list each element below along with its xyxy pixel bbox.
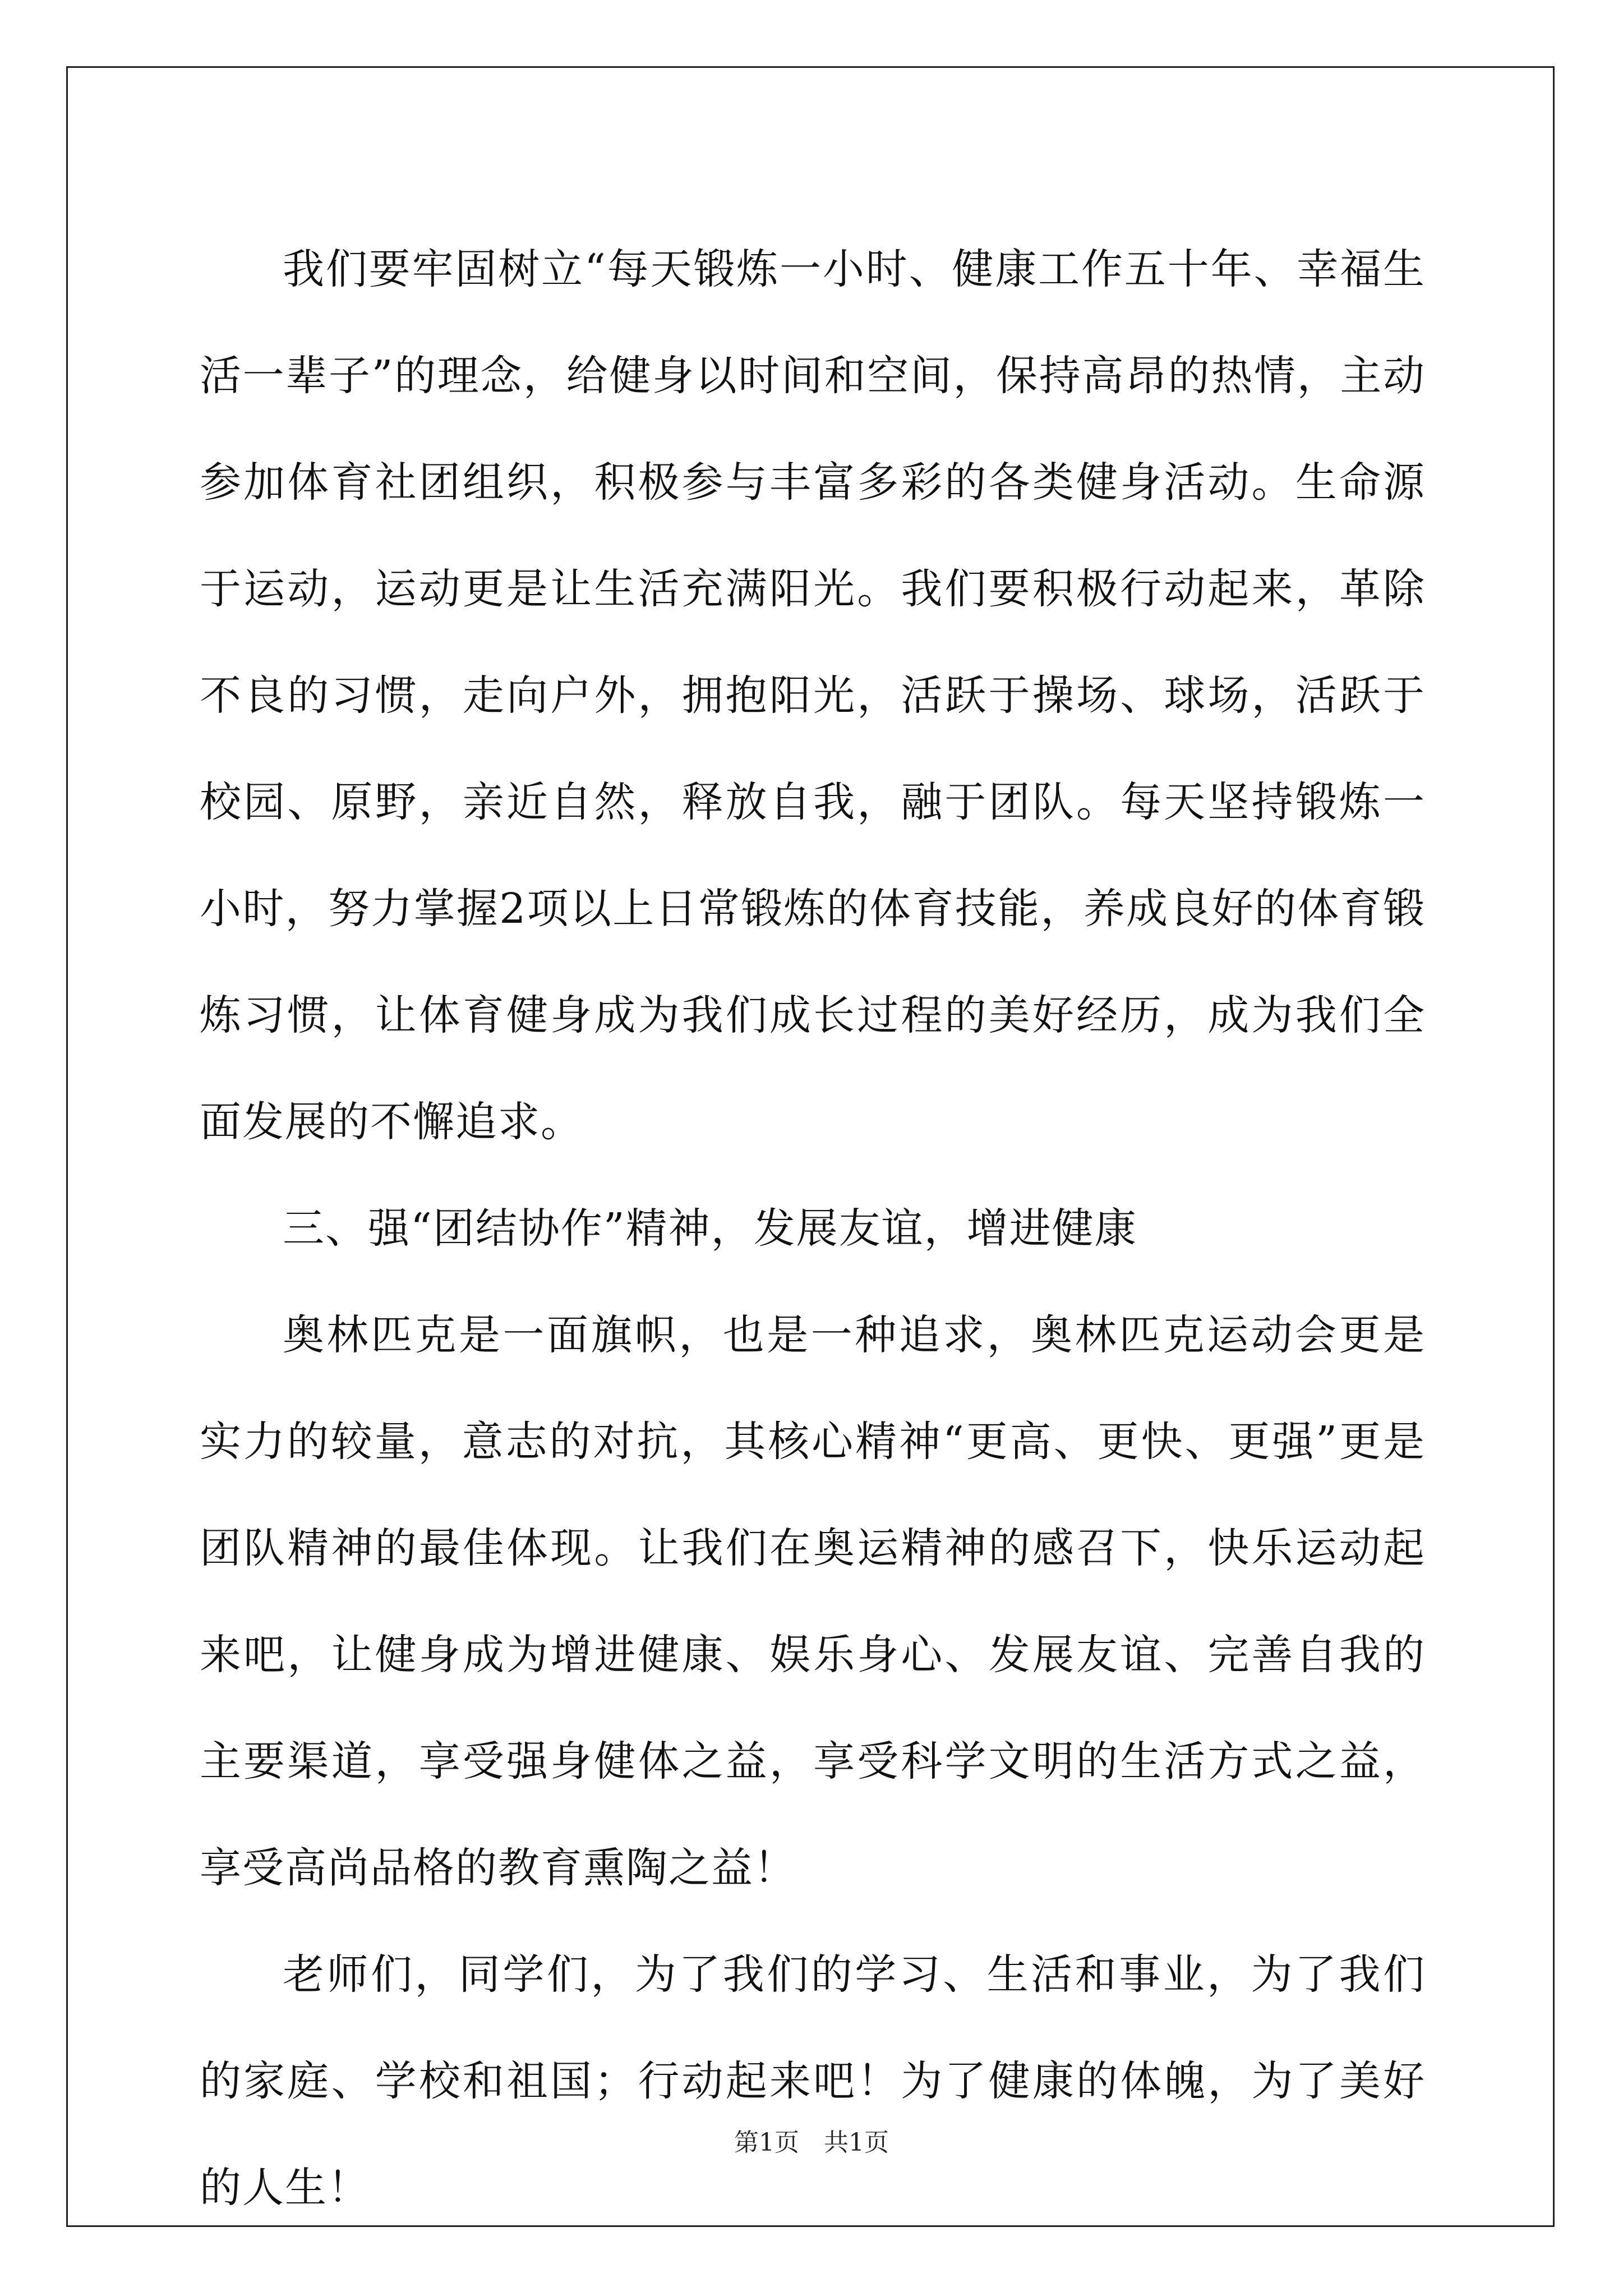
document-body bbox=[200, 216, 1426, 2241]
paragraph-1: 我们要牢固树立“每天锻炼一小时、健康工作五十年、幸福生活一辈子”的理念，给健身以时间和空间，保持高昂的热情，主动参加体育社团组织，积极参与丰富多彩的各类健身活动。生命源于运动，运动更是让生活充满阳光。我们要积极行动起来，革除不良的习惯，走向户外，拥抱阳光，活跃于操场、球场，活跃于校园、原野，亲近自然，释放自我，融于团队。每天坚持锻炼一小时，努力掌握2项以上日常锻炼的体育技能，养成良好的体育锻炼习惯，让体育健身成为我们成长过程的美好经历，成为我们全面发展的不懈追求。 bbox=[200, 245, 1426, 1146]
paragraph-2: 奥林匹克是一面旗帜，也是一种追求，奥林匹克运动会更是实力的较量，意志的对抗，其核心精神“更高、更快、更强”更是团队精神的最佳体现。让我们在奥运精神的感召下，快乐运动起来吧，让健身成为增进健康、娱乐身心、发展友谊、完善自我的主要渠道，享受强身健体之益，享受科学文明的生活方式之益，享受高尚品格的教育熏陶之益！ bbox=[200, 1311, 1426, 1892]
section-heading: 三、强“团结协作”精神，发展友谊，增进健康 bbox=[283, 1204, 1137, 1253]
paragraph-3: 老师们，同学们，为了我们的学习、生活和事业，为了我们的家庭、学校和祖国；行动起来吧！为了健康的体魄，为了美好的人生！ bbox=[200, 1950, 1426, 2212]
page-footer: 第1页 共1页 bbox=[734, 2128, 889, 2157]
